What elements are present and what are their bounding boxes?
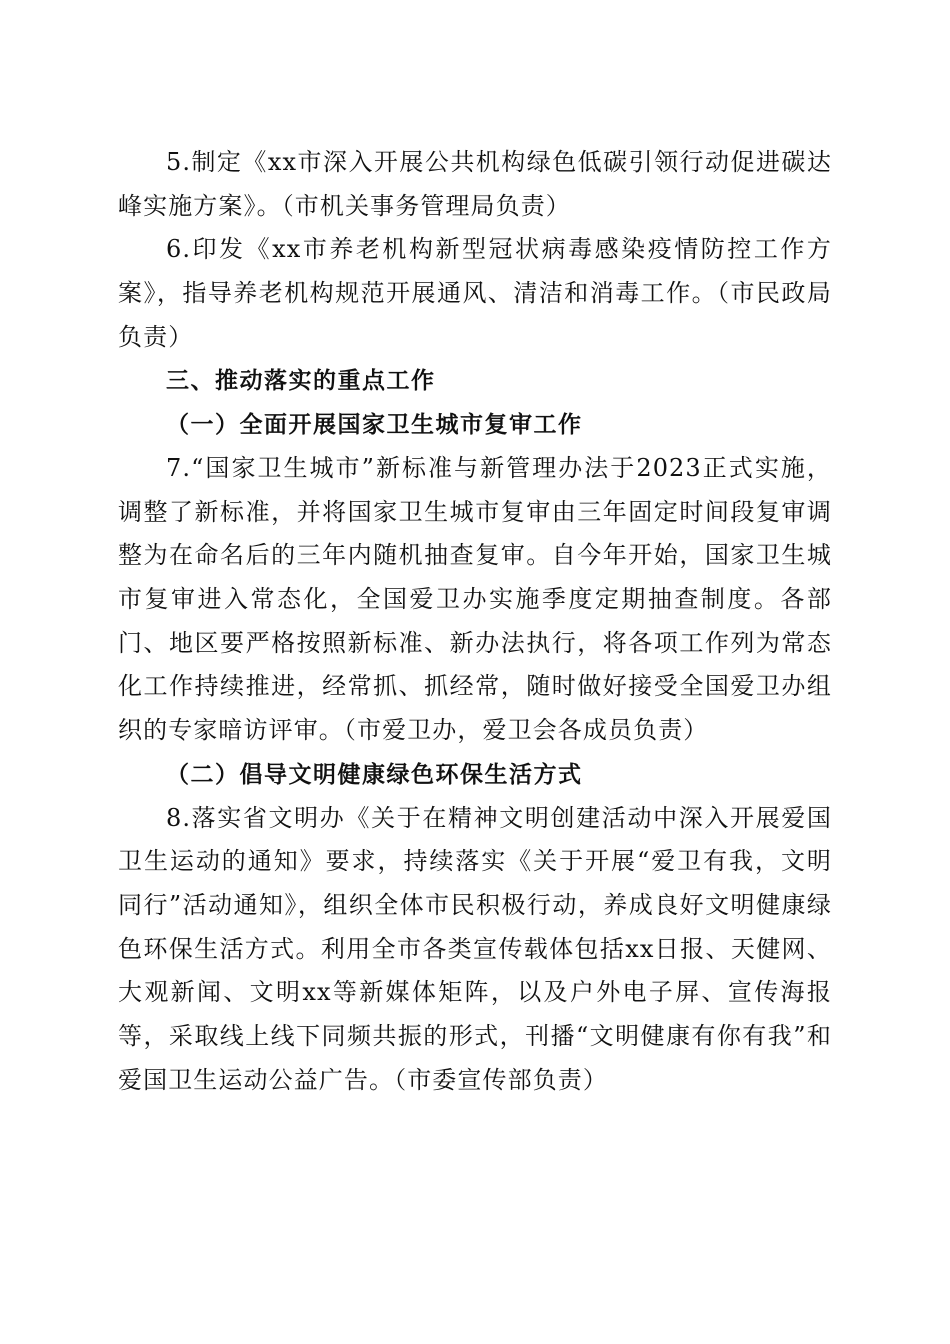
section-heading-3: 三、推动落实的重点工作 — [166, 367, 436, 394]
paragraph-item-7: 7.“国家卫生城市”新标准与新管理办法于2023正式实施，调整了新标准，并将国家卫生城市复审由三年固定时间段复审调整为在命名后的三年内随机抽查复审。自今年开始，国家卫生城市复审进入常态化，全国爱卫办实施季度定期抽查制度。各部门、地区要严格按照新标准、新办法执行，将各项工作列为常态化工作持续推进，经常抓、抓经常，随时做好接受全国爱卫办组织的专家暗访评审。（市爱卫办，爱卫会各成员负责） — [118, 453, 832, 745]
paragraph-item-8: 8.落实省文明办《关于在精神文明创建活动中深入开展爱国卫生运动的通知》要求，持续落实《关于开展“爱卫有我，文明同行”活动通知》，组织全体市民积极行动，养成良好文明健康绿色环保生活方式。利用全市各类宣传载体包括xx日报、天健网、大观新闻、文明xx等新媒体矩阵，以及户外电子屏、宣传海报等，采取线上线下同频共振的形式，刊播“文明健康有你有我”和爱国卫生运动公益广告。（市委宣传部负责） — [118, 803, 832, 1094]
subsection-heading-2: （二）倡导文明健康绿色环保生活方式 — [166, 760, 583, 788]
paragraph-item-6: 6.印发《xx市养老机构新型冠状病毒感染疫情防控工作方案》，指导养老机构规范开展通风、清洁和消毒工作。（市民政局负责） — [118, 235, 832, 351]
subsection-heading-1: （一）全面开展国家卫生城市复审工作 — [166, 411, 583, 439]
paragraph-item-5: 5.制定《xx市深入开展公共机构绿色低碳引领行动促进碳达峰实施方案》。（市机关事务管理局负责） — [118, 148, 832, 220]
document-body — [118, 141, 832, 1102]
